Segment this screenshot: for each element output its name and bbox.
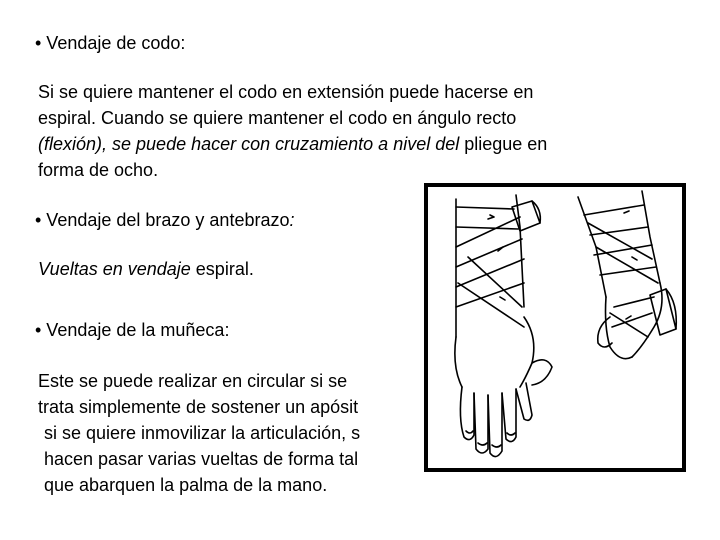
heading-vendaje-brazo-text: • Vendaje del brazo y antebrazo	[35, 210, 290, 230]
brazo-line-rest: espiral.	[190, 259, 254, 279]
brazo-line	[38, 256, 254, 282]
heading-vendaje-brazo-colon: :	[289, 210, 295, 230]
bandage-illustration-frame	[424, 183, 686, 472]
muneca-line-2: trata simplemente de sostener un apósit	[38, 397, 359, 417]
codo-line-3-rest: pliegue en	[459, 134, 548, 154]
muneca-line-4: hacen pasar varias vueltas de forma tal	[44, 449, 359, 469]
brazo-line-italic: Vueltas en vendaje	[38, 259, 191, 279]
heading-vendaje-muneca: • Vendaje de la muñeca:	[35, 320, 230, 340]
muneca-line-1: Este se puede realizar en circular si se	[38, 371, 348, 391]
codo-line-3-italic: (flexión), se puede hacer con cruzamiento a nivel del	[38, 134, 460, 154]
codo-line-2: espiral. Cuando se quiere mantener el codo en ángulo recto	[38, 108, 517, 128]
right-hand-drawing	[578, 191, 676, 359]
muneca-line-3: si se quiere inmovilizar la articulación, s	[44, 423, 361, 443]
heading-vendaje-codo: • Vendaje de codo:	[35, 33, 186, 53]
hand-wrist-bandage-illustration	[428, 187, 682, 468]
left-hand-drawing	[455, 195, 552, 457]
codo-line-1: Si se quiere mantener el codo en extensión puede hacerse en	[38, 82, 534, 102]
heading-vendaje-brazo	[35, 207, 295, 233]
muneca-line-5: que abarquen la palma de la mano.	[44, 475, 328, 495]
codo-line-3	[38, 131, 547, 157]
codo-line-4: forma de ocho.	[38, 160, 159, 180]
